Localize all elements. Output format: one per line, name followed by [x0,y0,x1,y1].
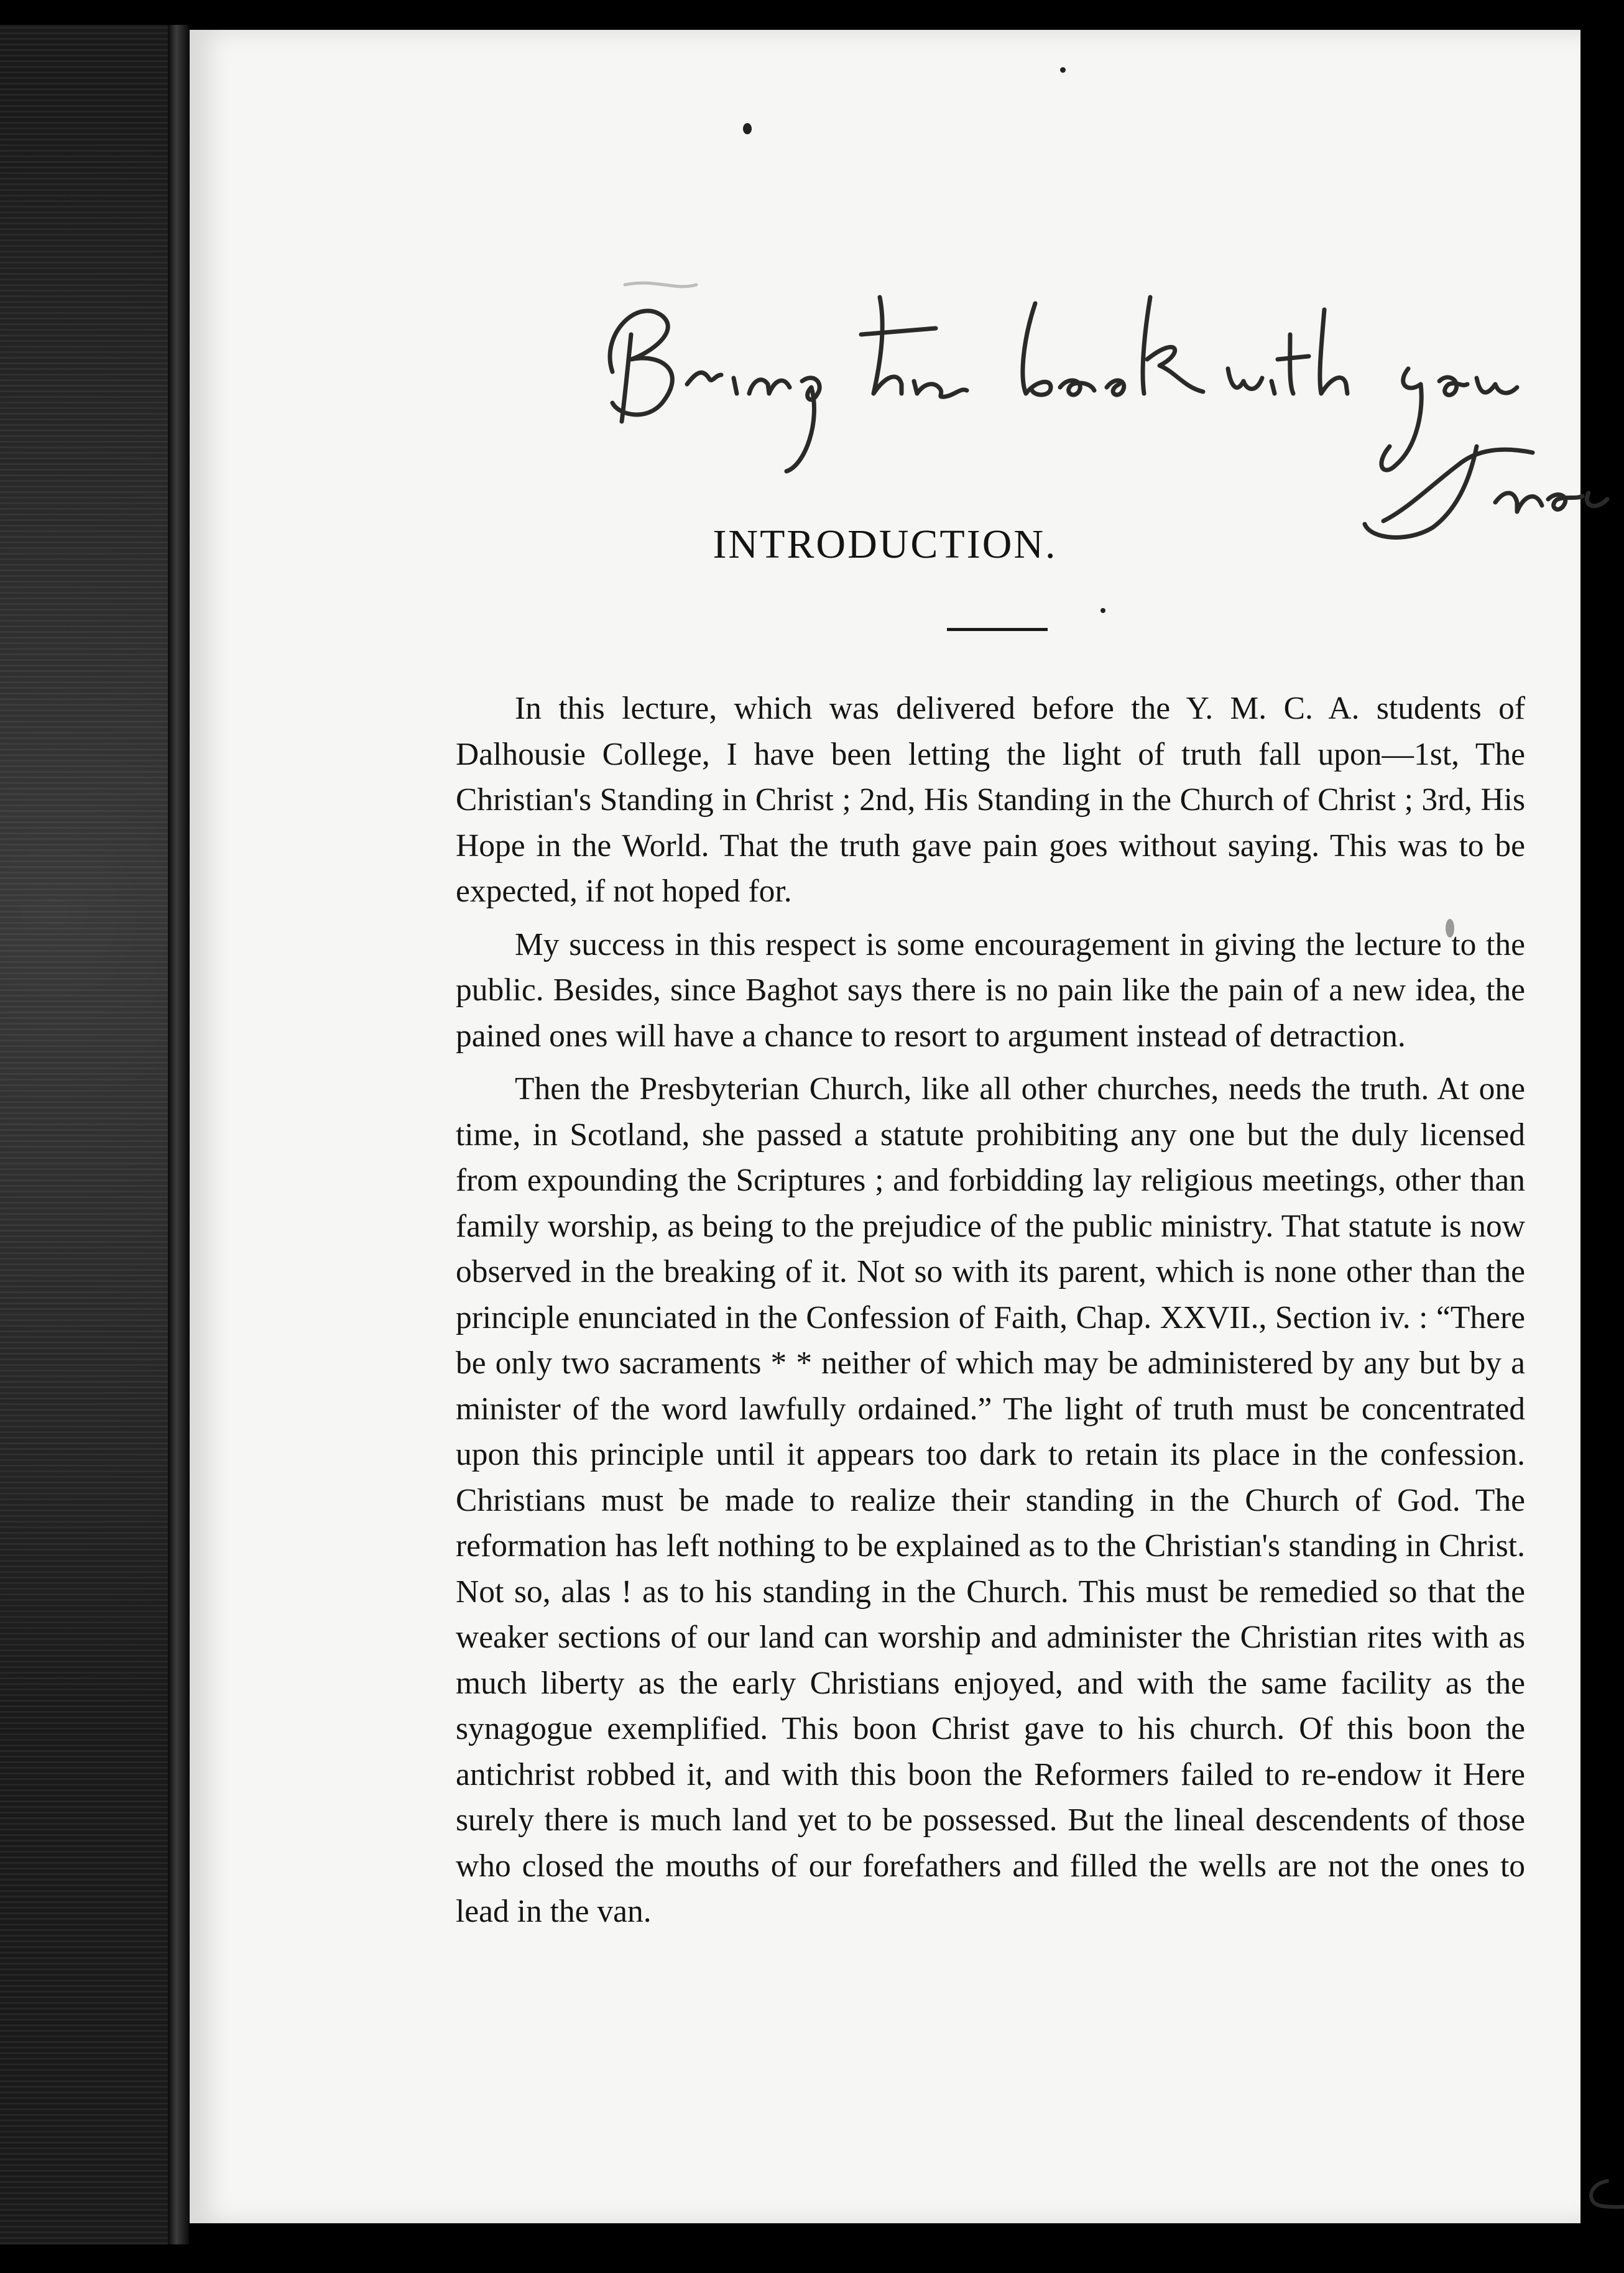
page-title: INTRODUCTION. [713,522,1058,567]
paragraph-1: In this lecture, which was delivered before the Y. M. C. A. students of Dalhousie College, I have been letting the light of truth fall upon—1st, The Christian's Standing in Christ ; 2nd, His Standing in the Church of Christ ; 3rd, His Hope in the World. That the truth gave pain goes without saying. This was to be expected, if not hoped for. [456,691,1525,909]
title-rule [947,628,1048,631]
page-sheet [190,30,1580,2223]
handwritten-inscription [588,260,1624,552]
body-text [456,686,1525,1935]
paragraph-2: My success in this respect is some encouragement in giving the lecture to the public. Besides, since Baghot says there is no pain like the pain of a new idea, the pained ones will have a chance to resort to argument instead of detraction. [456,926,1525,1054]
ink-speck [1100,608,1105,613]
paragraph-3: Then the Presbyterian Church, like all other churches, needs the truth. At one time, in Scotland, she passed a statute prohibiting any one but the duly licensed from expounding the Scriptures ; and forbidding lay religious meetings, other than family worship, as being to the prejudice of the public ministry. That statute is now observed in the breaking of it. Not so with its parent, which is none other than the principle enunciated in the Confession of Faith, Chap. XXVII., Section iv. : “There be only two sacraments * * neither of which may be administered by any but by a minister of the word lawfully ordained.” The light of truth must be concentrated upon this principle until it appears too dark to retain its place in the confession. Christians must be made to realize their standing in the Church of God. The reformation has left nothing to be explained as to the Christian's standing in Christ. Not so, alas ! as to his standing in the Church. This must be remedied so that the weaker sections of our land can worship and administer the Christian rites with as much liberty as the early Christians enjoyed, and with the same facility as the synagogue exemplified. This boon Christ gave to his church. Of this boon the antichrist robbed it, and with this boon the Reformers failed to re-endow it Here surely there is much land yet to be possessed. But the lineal descendents of those who closed the mouths of our forefathers and filled the wells are not the ones to lead in the van. [456,1071,1525,1929]
catchword-mark [1582,2169,1624,2218]
ink-speck [743,123,752,134]
ink-speck [1060,67,1066,73]
book-binding [0,25,180,2244]
binding-edge [168,25,189,2244]
